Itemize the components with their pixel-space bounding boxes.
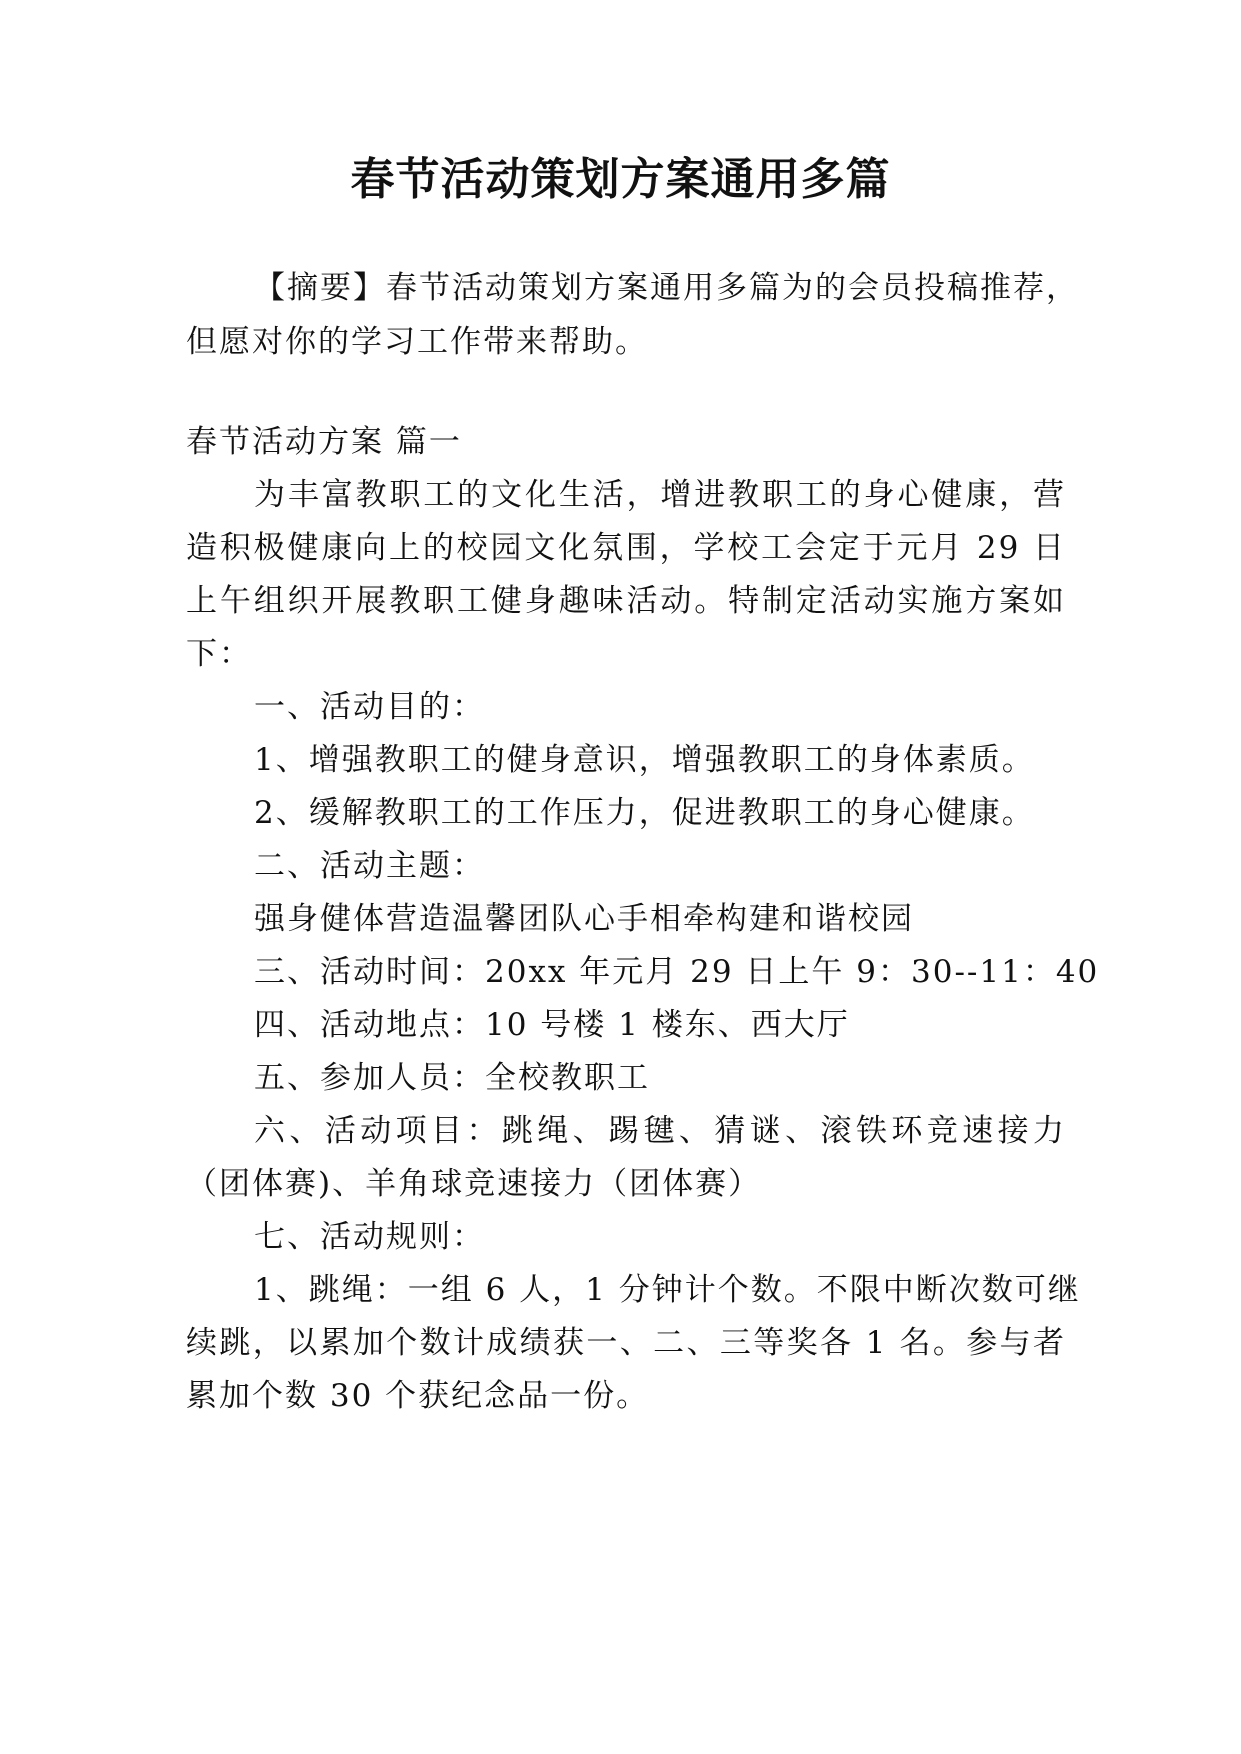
rule1-line-1: 1、跳绳：一组 6 人，1 分钟计个数。不限中断次数可继 xyxy=(254,1272,1081,1308)
item-location: 四、活动地点：10 号楼 1 楼东、西大厅 xyxy=(254,1007,850,1043)
section-heading: 春节活动方案 篇一 xyxy=(186,424,462,460)
item-rules-heading: 七、活动规则： xyxy=(254,1219,485,1255)
document-title: 春节活动策划方案通用多篇 xyxy=(350,154,891,205)
item-projects-line-2: （团体赛)、羊角球竞速接力（团体赛） xyxy=(186,1166,762,1202)
rule1-line-3: 累加个数 30 个获纪念品一份。 xyxy=(186,1378,650,1414)
rule1-line-2: 续跳，以累加个数计成绩获一、二、三等奖各 1 名。参与者 xyxy=(186,1325,1066,1361)
item-theme-text: 强身健体营造温馨团队心手相牵构建和谐校园 xyxy=(254,901,914,937)
item-purpose-heading: 一、活动目的： xyxy=(254,689,485,725)
intro-line-2: 造积极健康向上的校园文化氛围，学校工会定于元月 29 日 xyxy=(186,530,1066,566)
item-projects-line-1: 六、活动项目：跳绳、踢毽、猜谜、滚铁环竞速接力 xyxy=(254,1113,1066,1149)
abstract-line-1: 【摘要】春节活动策划方案通用多篇为的会员投稿推荐， xyxy=(254,270,1079,306)
intro-line-4: 下： xyxy=(186,636,252,672)
item-purpose-2: 2、缓解教职工的工作压力，促进教职工的身心健康。 xyxy=(254,795,1035,831)
item-purpose-1: 1、增强教职工的健身意识，增强教职工的身体素质。 xyxy=(254,742,1035,778)
intro-line-1: 为丰富教职工的文化生活，增进教职工的身心健康，营 xyxy=(254,477,1066,513)
item-time: 三、活动时间：20xx 年元月 29 日上午 9：30--11：40 xyxy=(254,954,1100,990)
intro-line-3: 上午组织开展教职工健身趣味活动。特制定活动实施方案如 xyxy=(186,583,1066,619)
abstract-line-2: 但愿对你的学习工作带来帮助。 xyxy=(186,324,648,360)
item-theme-heading: 二、活动主题： xyxy=(254,848,485,884)
item-participants: 五、参加人员：全校教职工 xyxy=(254,1060,650,1096)
